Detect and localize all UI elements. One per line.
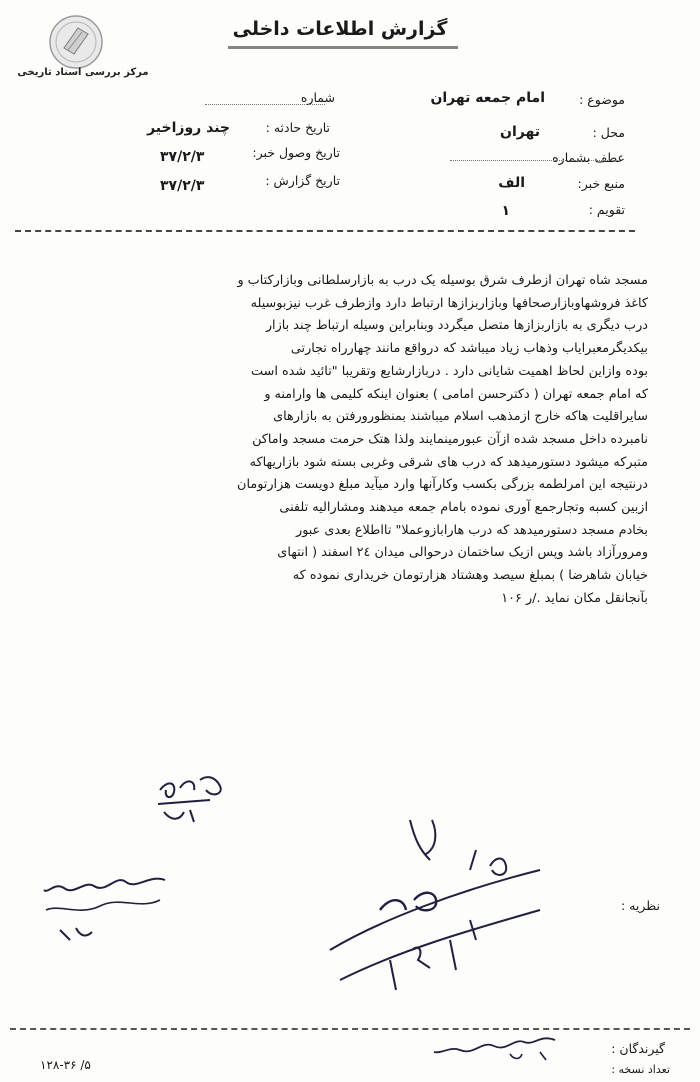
report-date-label: تاریخ گزارش : bbox=[265, 173, 340, 188]
body-line: متبرکه میشود دستورمیدهد که درب های شرقی وغربی بسته شود بازاریهاکه bbox=[249, 454, 648, 470]
body-line: بوده وازاین لحاظ اهمیت شایانی دارد . دربازارشایع وتقریبا "تائید شده است bbox=[251, 363, 648, 379]
body-line: نامبرده داخل مسجد شده ازآن عبورمینمایند ولذا هتک حرمت مسجد واماکن bbox=[252, 431, 648, 447]
header-separator bbox=[15, 230, 635, 232]
body-line: ومرورآزاد باشد وپس ازیک ساختمان درحوالی میدان ۲٤ اسفند ( انتهای bbox=[277, 545, 648, 561]
receipt-date-value: ۳۷/۲/۳ bbox=[160, 149, 205, 165]
source-label: منبع خبر: bbox=[577, 176, 625, 191]
body-line: خیابان شاهرضا ) بمبلغ سیصد وهشتاد هزارتومان خریداری نموده که bbox=[292, 568, 648, 584]
body-line: بخادم مسجد دستورمیدهد که درب هارابازوعملا" تااطلاع بعدی عبور bbox=[296, 522, 648, 538]
evaluation-label: تقویم : bbox=[588, 202, 625, 217]
title-underline bbox=[228, 46, 458, 49]
handwritten-note-top-left bbox=[150, 760, 240, 830]
archive-name: مرکز بررسی اسناد تاریخی bbox=[17, 67, 149, 78]
incident-date-value: چند روزاخیر bbox=[147, 120, 230, 136]
body-line: مسجد شاه تهران ازطرف شرق بوسیله یک درب به بازارسلطانی وبازارکتاب و bbox=[237, 273, 648, 288]
form-code: ۱۲۸-۳۶ /۵ bbox=[40, 1058, 91, 1072]
body-line: کاغذ فروشهاوبازارصحافها وبازاربزازها ارتباط دارد وازطرف غرب نیزبوسیله bbox=[250, 295, 648, 311]
body-line: بآنجانقل مکان نماید ./ر ۱۰۶ bbox=[501, 590, 648, 606]
recipients-label: گیرندگان : bbox=[611, 1041, 665, 1056]
body-line: درنتیجه این امرلطمه بزرگی بکسب وکارآنها وارد میآید مبلغ دویست هزارتومان bbox=[237, 477, 648, 493]
number-label: شماره bbox=[300, 90, 335, 105]
body-line: سایراقلیت هاکه خارج ازمذهب اسلام میباشند بمنظورورفتن به بازارهای bbox=[273, 409, 648, 425]
handwritten-annotations-center bbox=[320, 800, 550, 1000]
subject-value: امام جمعه تهران bbox=[430, 90, 545, 106]
body-line: که امام جمعه تهران ( دکترحسن امامی ) بعنوان اینکه کلیمی ها وارامنه و bbox=[264, 386, 648, 402]
place-value: تهران bbox=[500, 124, 540, 140]
related-number-label: عطف بشماره bbox=[552, 150, 625, 165]
body-line: ازبین کسبه وتجارجمع آوری نموده بامام جمعه میدهند ومشارالیه تلفنی bbox=[279, 500, 648, 516]
subject-label: موضوع : bbox=[579, 92, 625, 107]
incident-date-label: تاریخ حادثه : bbox=[265, 120, 330, 135]
related-number-dotted-line bbox=[450, 160, 620, 161]
number-dotted-line bbox=[205, 104, 325, 105]
receipt-date-label: تاریخ وصول خبر: bbox=[252, 145, 340, 160]
report-body bbox=[48, 270, 648, 611]
archive-logo-icon bbox=[48, 14, 104, 70]
footer-separator bbox=[10, 1028, 690, 1030]
opinion-label: نظریه : bbox=[621, 898, 660, 913]
evaluation-value: ۱ bbox=[501, 203, 510, 219]
source-value: الف bbox=[498, 175, 525, 191]
body-line: درب دیگری به بازاربزازها متصل میگردد وبنابراین وسیله ارتباط چند بازار bbox=[265, 318, 648, 334]
place-label: محل : bbox=[592, 125, 625, 140]
handwritten-signature bbox=[430, 1026, 560, 1066]
body-line: بیکدیگرمعبرایاب وذهاب زیاد میباشد که درواقع مانند چهارراه تجارتی bbox=[290, 341, 648, 357]
report-date-value: ۳۷/۲/۳ bbox=[160, 178, 205, 194]
page-title: گزارش اطلاعات داخلی bbox=[232, 18, 448, 40]
handwritten-note-left bbox=[40, 860, 170, 950]
copies-label: تعداد نسخه : bbox=[611, 1063, 670, 1076]
